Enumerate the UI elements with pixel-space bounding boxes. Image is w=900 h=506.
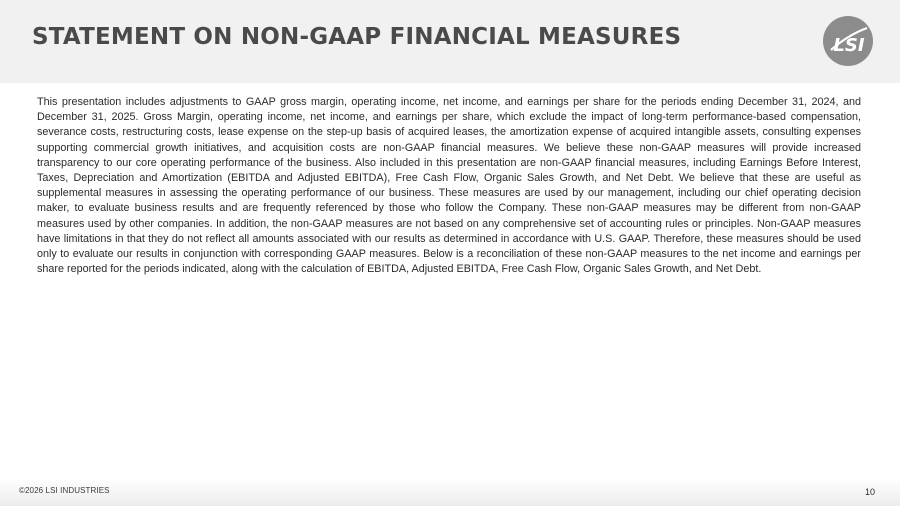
copyright-text: ©2026 LSI INDUSTRIES — [19, 486, 110, 495]
lsi-logo-icon — [822, 15, 874, 67]
footer-bar — [0, 478, 900, 506]
statement-paragraph: This presentation includes adjustments to GAAP gross margin, operating income, net income, and earnings per share for the periods ending December 31, 2024, and December 31, 2025. Gross Margin, operating income, net income, and earnings per share, which exclude the impact of long-term performance-based compensation, severance costs, restructuring costs, lease expense on the step-up basis of acquired leases, the amortization expense of acquired intangible assets, consulting expenses supporting commercial growth initiatives, and acquisition costs are non-GAAP financial measures. We believe these non-GAAP measures will provide increased transparency to our core operating performance of the business. Also included in this presentation are non-GAAP financial measures, including Earnings Before Interest, Taxes, Depreciation and Amortization (EBITDA and Adjusted EBITDA), Free Cash Flow, Organic Sales Growth, and Net Debt. We believe that these are useful as supplemental measures in assessing the operating performance of our business. These measures are used by our management, including our chief operating decision maker, to evaluate business results and are frequently referenced by those who follow the Company. These non-GAAP measures may be different from non-GAAP measures used by other companies. In addition, the non-GAAP measures are not based on any comprehensive set of accounting rules or principles. Non-GAAP measures have limitations in that they do not reflect all amounts associated with our results as determined in accordance with U.S. GAAP. Therefore, these measures should be used only to evaluate our results in conjunction with corresponding GAAP measures. Below is a reconciliation of these non-GAAP measures to the net income and earnings per share reported for the periods indicated, along with the calculation of EBITDA, Adjusted EBITDA, Free Cash Flow, Organic Sales Growth, and Net Debt. — [37, 96, 861, 276]
logo-text: LSI — [833, 35, 865, 56]
page-number: 10 — [864, 487, 875, 497]
page-title: STATEMENT ON NON-GAAP FINANCIAL MEASURES — [32, 24, 682, 50]
